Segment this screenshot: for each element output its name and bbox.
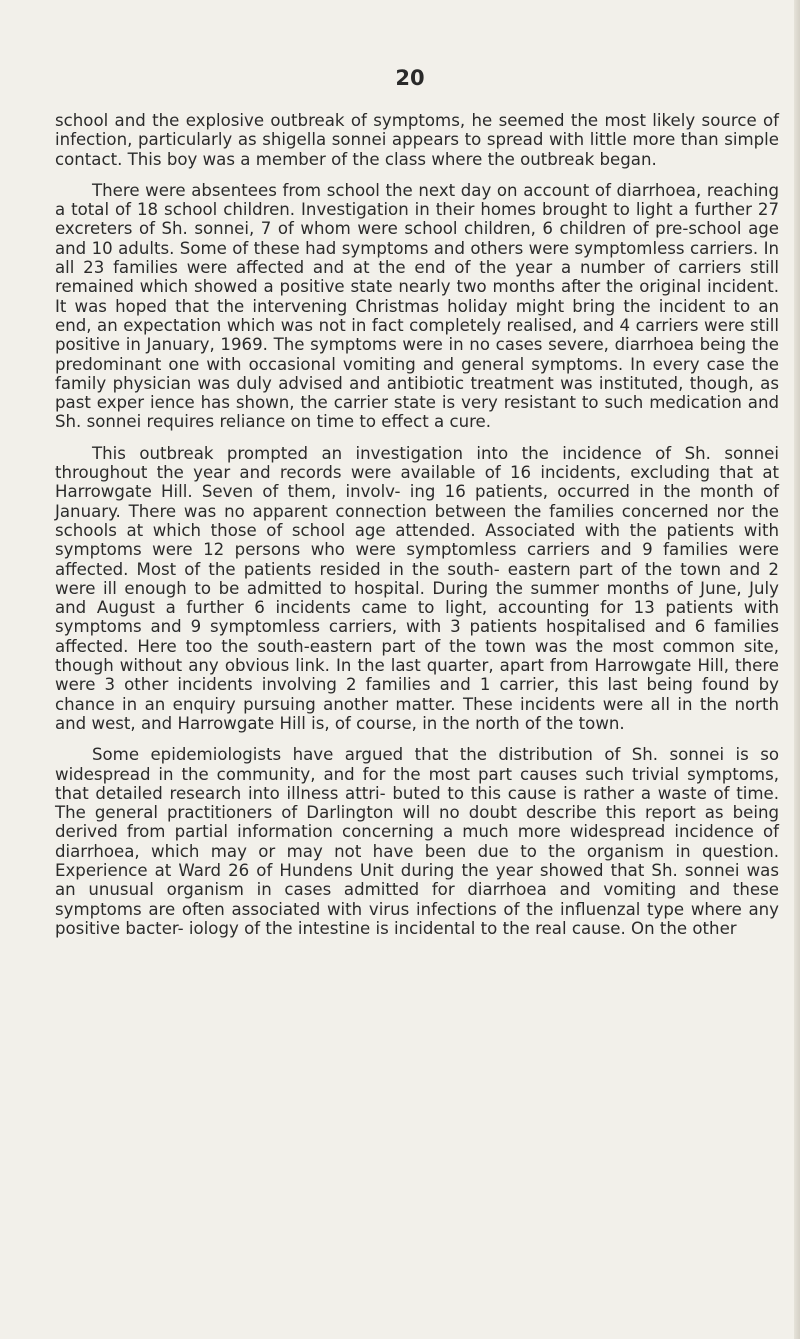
page-number: 20 <box>395 66 425 90</box>
paragraph-epidemiologists: Some epidemiologists have argued that the distribution of Sh. sonnei is so widespread in the community, and for the most part causes such trivial symptoms, that detailed research into illness attri- buted to this cause is rather a waste of time. The general practitioners of Darlington will no doubt describe this report as being derived from partial information concerning a much more widespread incidence of diarrhoea, which may or may not have been due to the organism in question. Experience at Ward 26 of Hundens Unit during the year showed that Sh. sonnei was an unusual organism in cases admitted for diarrhoea and vomiting and these symptoms are often associated with virus infections of the influenzal type where any positive bacter- iology of the intestine is incidental to the real cause. On the other <box>55 745 779 938</box>
paragraph-absentees: There were absentees from school the next day on account of diarrhoea, reaching a total of 18 school children. Investigation in their homes brought to light a further 27 excreters of Sh. sonnei, 7 of whom were school children, 6 children of pre-school age and 10 adults. Some of these had symptoms and others were symptomless carriers. In all 23 families were affected and at the end of the year a number of carriers still remained which showed a positive state nearly two months after the original incident. It was hoped that the intervening Christmas holiday might bring the incident to an end, an expectation which was not in fact completely realised, and 4 carriers were still positive in January, 1969. The symptoms were in no cases severe, diarrhoea being the predominant one with occasional vomiting and general symptoms. In every case the family physician was duly advised and antibiotic treatment was instituted, though, as past exper ience has shown, the carrier state is very resistant to such medication and Sh. sonnei requires reliance on time to effect a cure. <box>55 180 779 432</box>
page-edge-shadow <box>794 0 800 1339</box>
paragraph-continuation: school and the explosive outbreak of symptoms, he seemed the most likely source of infection, particularly as shigella sonnei appears to spread with little more than simple contact. This boy was a member of the class where the outbreak began. <box>55 111 779 169</box>
body-text <box>55 111 779 950</box>
paragraph-investigation: This outbreak prompted an investigation into the incidence of Sh. sonnei throughout the year and records were available of 16 incidents, excluding that at Harrowgate Hill. Seven of them, involv- ing 16 patients, occurred in the month of January. There was no apparent connection between the families concerned nor the schools at which those of school age attended. Associated with the patients with symptoms were 12 persons who were symptomless carriers and 9 families were affected. Most of the patients resided in the south- eastern part of the town and 2 were ill enough to be admitted to hospital. During the summer months of June, July and August a further 6 incidents came to light, accounting for 13 patients with symptoms and 9 symptomless carriers, with 3 patients hospitalised and 6 families affected. Here too the south-eastern part of the town was the most common site, though without any obvious link. In the last quarter, apart from Harrowgate Hill, there were 3 other incidents involving 2 families and 1 carrier, this last being found by chance in an enquiry pursuing another matter. These incidents were all in the north and west, and Harrowgate Hill is, of course, in the north of the town. <box>55 443 779 733</box>
